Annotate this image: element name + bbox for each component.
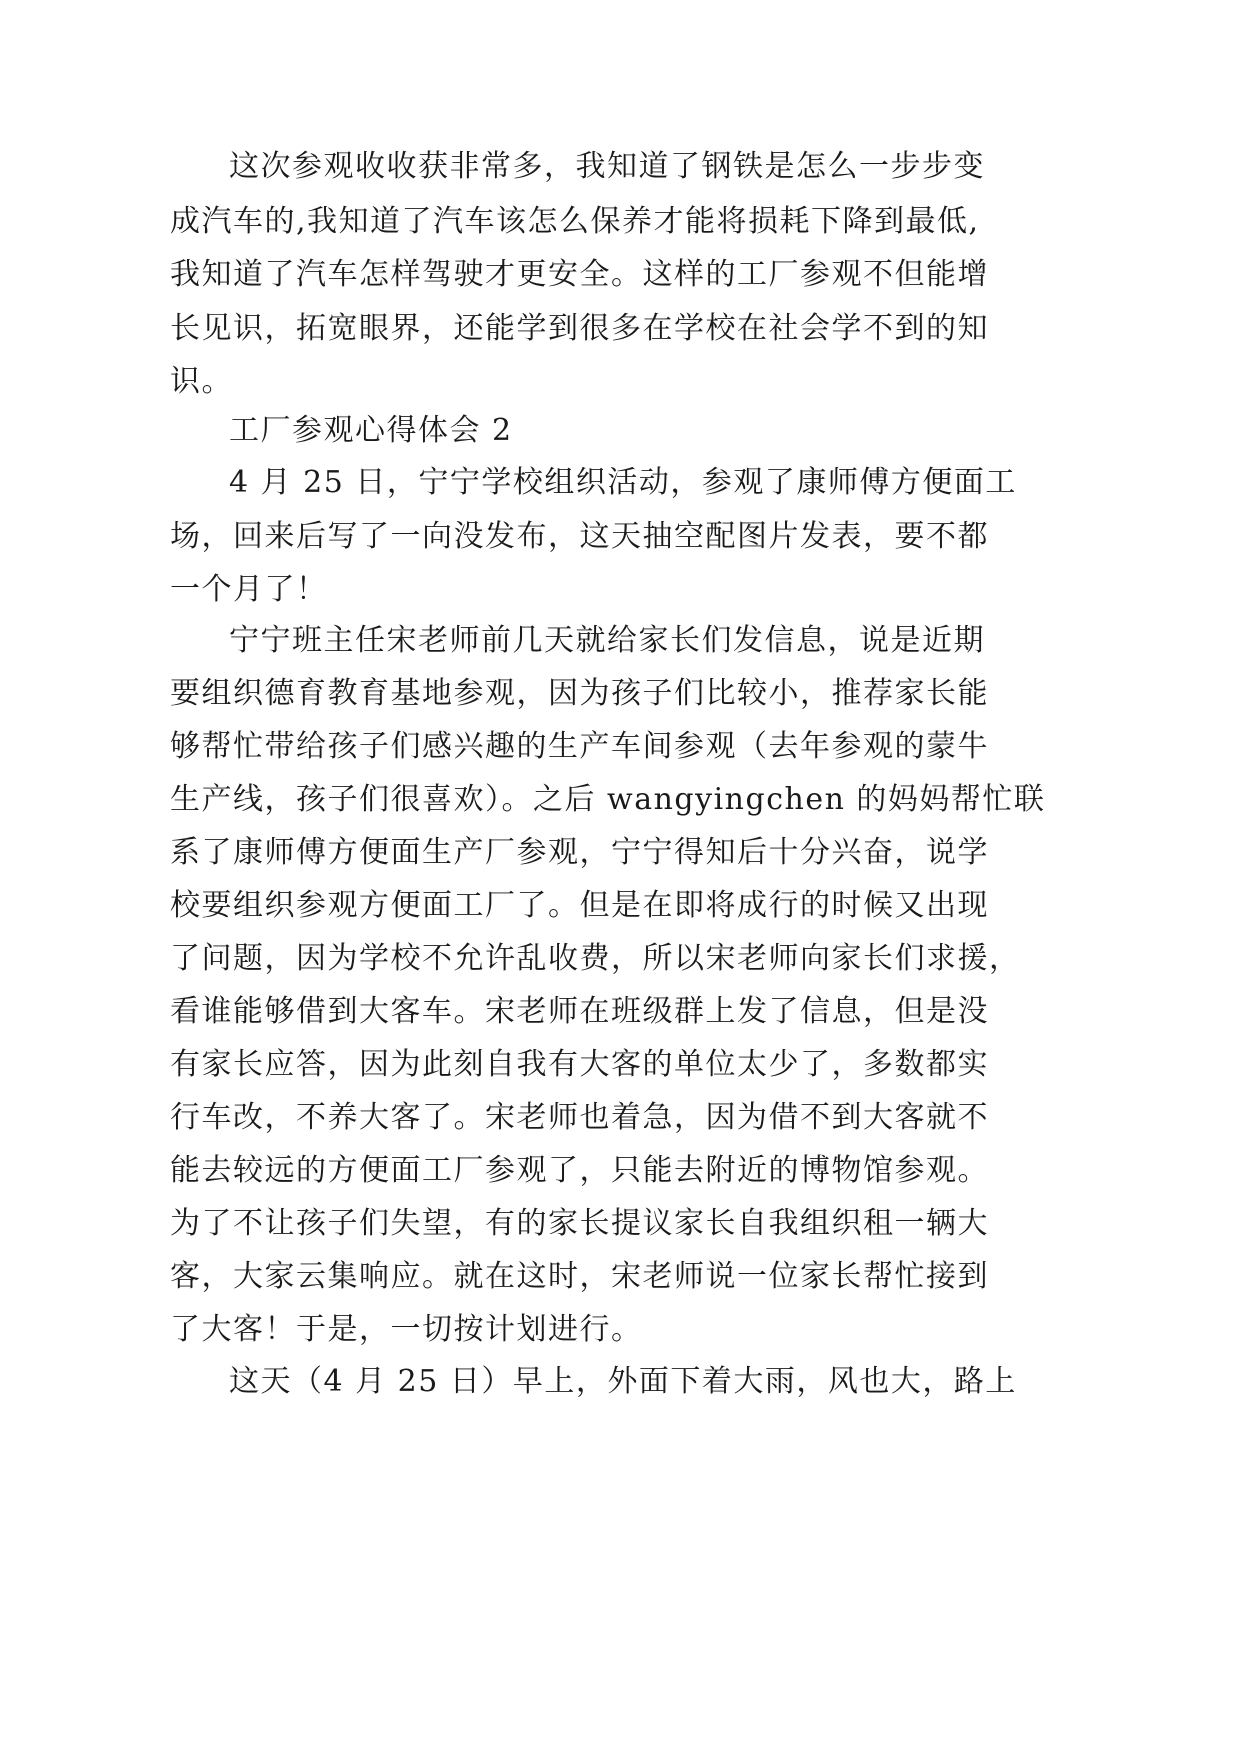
text-line: 这天（4 月 25 日）早上，外面下着大雨，风也大，路上 [229,1364,1017,1399]
text-line: 能去较远的方便面工厂参观了，只能去附近的博物馆参观。 [170,1153,989,1188]
text-line: 宁宁班主任宋老师前几天就给家长们发信息，说是近期 [229,623,985,658]
text-line: 为了不让孩子们失望，有的家长提议家长自我组织租一辆大 [170,1206,989,1241]
text-line: 看谁能够借到大客车。宋老师在班级群上发了信息，但是没 [170,994,989,1029]
text-line: 4 月 25 日，宁宁学校组织活动，参观了康师傅方便面工 [229,465,1017,500]
text-line: 了大客！于是，一切按计划进行。 [170,1312,643,1347]
text-line: 一个月了！ [170,572,328,607]
text-line: 够帮忙带给孩子们感兴趣的生产车间参观（去年参观的蒙牛 [170,729,989,764]
text-line: 有家长应答，因为此刻自我有大客的单位太少了，多数都实 [170,1047,989,1082]
text-line: 成汽车的,我知道了汽车该怎么保养才能将损耗下降到最低, [170,204,980,239]
section-heading: 工厂参观心得体会 2 [229,413,513,448]
text-line: 生产线，孩子们很喜欢）。之后 wangyingchen 的妈妈帮忙联 [170,782,1046,817]
text-line: 要组织德育教育基地参观，因为孩子们比较小，推荐家长能 [170,676,989,711]
text-line: 系了康师傅方便面生产厂参观，宁宁得知后十分兴奋，说学 [170,835,989,870]
text-line: 场，回来后写了一向没发布，这天抽空配图片发表，要不都 [170,519,989,554]
text-line: 我知道了汽车怎样驾驶才更安全。这样的工厂参观不但能增 [170,257,989,292]
text-line: 行车改，不养大客了。宋老师也着急，因为借不到大客就不 [170,1100,989,1135]
text-line: 校要组织参观方便面工厂了。但是在即将成行的时候又出现 [170,888,989,923]
text-line: 识。 [170,364,233,399]
text-line: 客，大家云集响应。就在这时，宋老师说一位家长帮忙接到 [170,1259,989,1294]
text-line: 长见识，拓宽眼界，还能学到很多在学校在社会学不到的知 [170,311,989,346]
text-line: 这次参观收收获非常多，我知道了钢铁是怎么一步步变 [229,149,985,184]
text-line: 了问题，因为学校不允许乱收费，所以宋老师向家长们求援， [170,941,1021,976]
